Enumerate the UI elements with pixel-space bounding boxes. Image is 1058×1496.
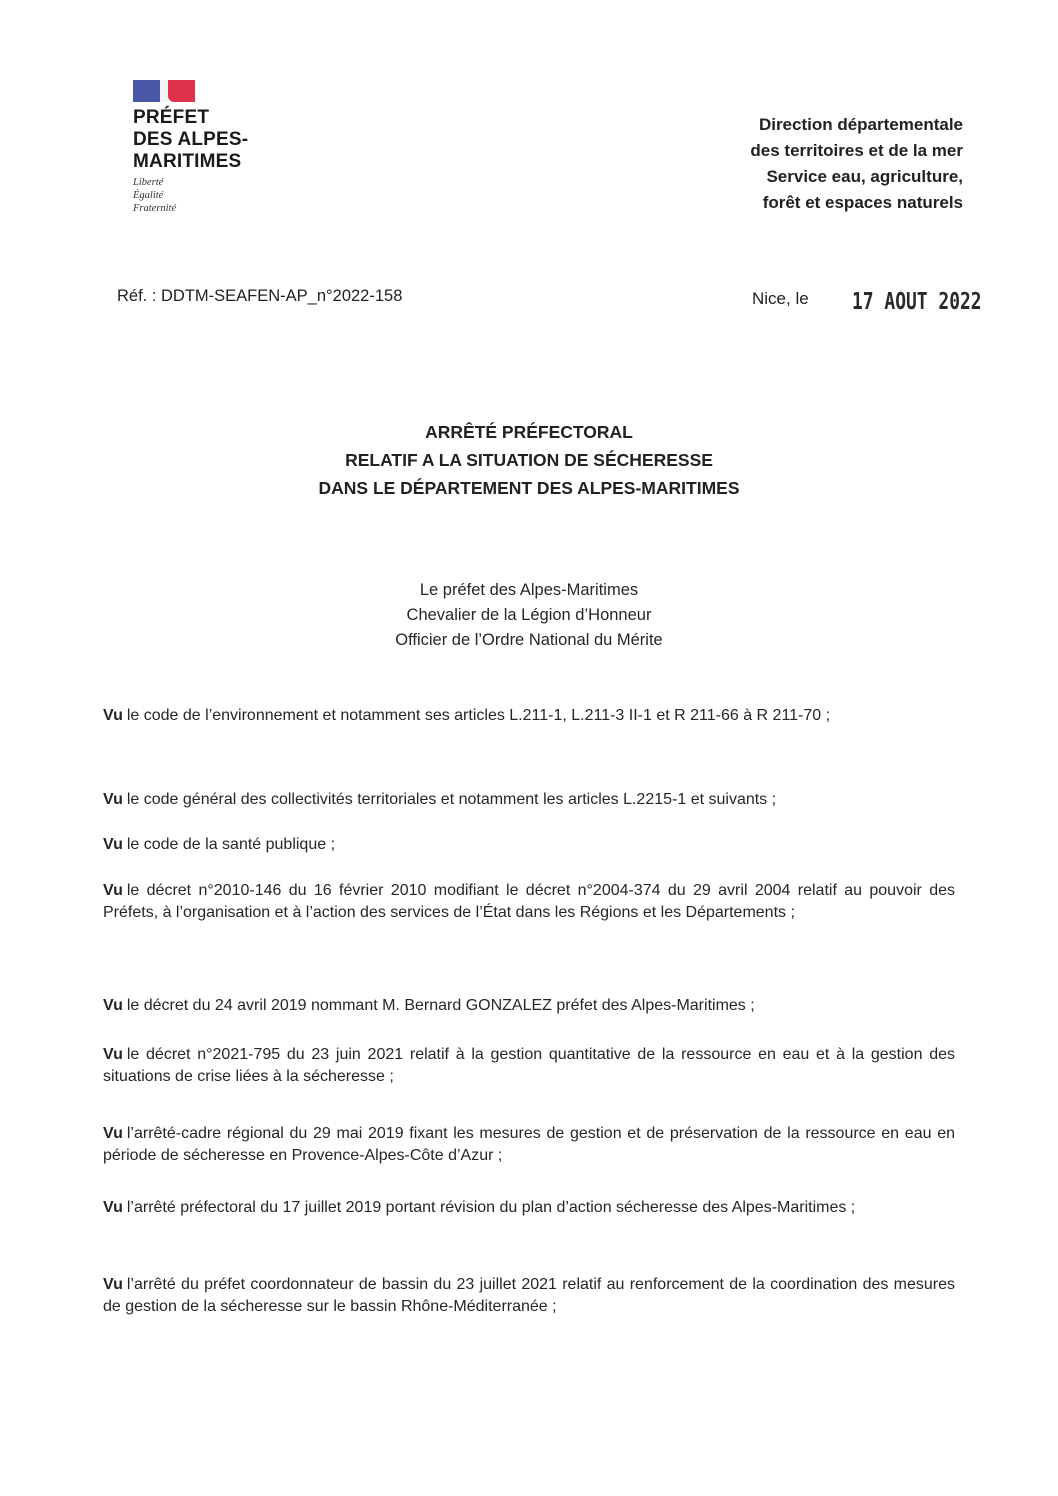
visa-keyword: Vu: [103, 997, 123, 1014]
direction-line: des territoires et de la mer: [750, 141, 963, 160]
visa-keyword: Vu: [103, 836, 123, 853]
visa-paragraph: [103, 834, 955, 856]
prefet-wordmark: [133, 107, 353, 173]
visa-keyword: Vu: [103, 882, 123, 899]
visa-text: l’arrêté préfectoral du 17 juillet 2019 portant révision du plan d’action sécheresse des Alpes-Maritimes ;: [126, 1199, 856, 1216]
motto-line: Égalité: [133, 190, 164, 201]
republic-motto: [133, 176, 176, 215]
direction-line: Direction départementale: [758, 115, 963, 134]
title-line: DANS LE DÉPARTEMENT DES ALPES-MARITIMES: [318, 478, 740, 498]
visa-paragraph: [103, 1274, 955, 1318]
place-label: Nice, le: [752, 289, 809, 308]
authority-line: Le préfet des Alpes-Maritimes: [419, 581, 639, 599]
visa-keyword: Vu: [103, 707, 123, 724]
direction-line: forêt et espaces naturels: [762, 193, 963, 212]
visa-paragraph: [103, 705, 955, 727]
visa-paragraph: [103, 1044, 955, 1088]
visa-text: l’arrêté-cadre régional du 29 mai 2019 fixant les mesures de gestion et de préservation de la ressource en eau en période de sécheresse en Provence-Alpes-Côte d’Azur ;: [103, 1125, 955, 1164]
motto-line: Fraternité: [133, 203, 177, 214]
prefet-line: DES ALPES-: [133, 129, 249, 150]
document-title: [0, 418, 1058, 502]
visa-text: le décret n°2021-795 du 23 juin 2021 relatif à la gestion quantitative de la ressource en eau et à la gestion des situations de crise liées à la sécheresse ;: [103, 1046, 955, 1085]
authority-block: [0, 578, 1058, 653]
visa-paragraph: [103, 1123, 955, 1167]
visa-keyword: Vu: [103, 1046, 123, 1063]
prefet-line: MARITIMES: [133, 151, 242, 172]
visa-paragraph: [103, 1197, 955, 1219]
visa-keyword: Vu: [103, 1276, 123, 1293]
issuing-direction: [750, 112, 963, 216]
reference-number: Réf. : DDTM-SEAFEN-AP_n°2022-158: [117, 287, 403, 305]
direction-line: Service eau, agriculture,: [766, 167, 963, 186]
visa-text: le code de l’environnement et notamment ses articles L.211-1, L.211-3 II-1 et R 211-66 à R 211-70 ;: [126, 707, 831, 724]
visa-keyword: Vu: [103, 1199, 123, 1216]
authority-line: Chevalier de la Légion d’Honneur: [406, 606, 652, 624]
visa-keyword: Vu: [103, 791, 123, 808]
prefet-line: PRÉFET: [133, 107, 210, 128]
visa-paragraph: [103, 789, 955, 811]
visa-text: le code général des collectivités territoriales et notamment les articles L.2215-1 et suivants ;: [126, 791, 777, 808]
title-line: RELATIF A LA SITUATION DE SÉCHERESSE: [345, 450, 713, 470]
visa-text: le décret n°2010-146 du 16 février 2010 modifiant le décret n°2004-374 du 29 avril 2004 relatif au pouvoir des Préfets, à l’organisation et à l’action des services de l’État dans les Régions et les Départements ;: [103, 882, 955, 921]
authority-line: Officier de l’Ordre National du Mérite: [395, 631, 663, 649]
visa-paragraph: [103, 995, 955, 1017]
date-stamp: 17 AOUT 2022: [852, 289, 982, 315]
visa-keyword: Vu: [103, 1125, 123, 1142]
visa-text: le code de la santé publique ;: [126, 836, 336, 853]
visa-text: l’arrêté du préfet coordonnateur de bassin du 23 juillet 2021 relatif au renforcement de la coordination des mesures de gestion de la sécheresse sur le bassin Rhône-Méditerranée ;: [103, 1276, 955, 1315]
visa-text: le décret du 24 avril 2019 nommant M. Bernard GONZALEZ préfet des Alpes-Maritimes ;: [126, 997, 755, 1014]
french-flag-icon: [133, 80, 195, 102]
motto-line: Liberté: [133, 177, 164, 188]
visa-paragraph: [103, 880, 955, 924]
title-line: ARRÊTÉ PRÉFECTORAL: [425, 422, 633, 442]
